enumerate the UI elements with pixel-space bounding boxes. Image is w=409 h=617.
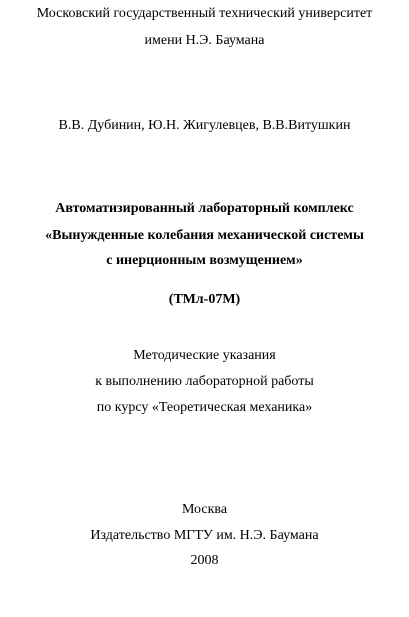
title-line-2: «Вынужденные колебания механической системы <box>45 228 364 243</box>
title-line-1: Автоматизированный лабораторный комплекс <box>55 201 354 216</box>
title-code: (ТМл-07М) <box>168 292 241 307</box>
imprint-publisher: Издательство МГТУ им. Н.Э. Баумана <box>90 528 319 543</box>
university-name-line-2: имени Н.Э. Баумана <box>144 33 265 48</box>
description-line-2: к выполнению лабораторной работы <box>95 374 314 389</box>
description-line-3: по курсу «Теоретическая механика» <box>96 400 313 415</box>
title-line-3: с инерционным возмущением» <box>106 253 303 268</box>
imprint-year: 2008 <box>190 553 219 568</box>
description-line-1: Методические указания <box>133 348 276 363</box>
authors: В.В. Дубинин, Ю.Н. Жигулевцев, В.В.Витушкин <box>58 118 351 133</box>
imprint-city: Москва <box>181 502 228 517</box>
university-name-line-1: Московский государственный технический университет <box>36 6 373 21</box>
